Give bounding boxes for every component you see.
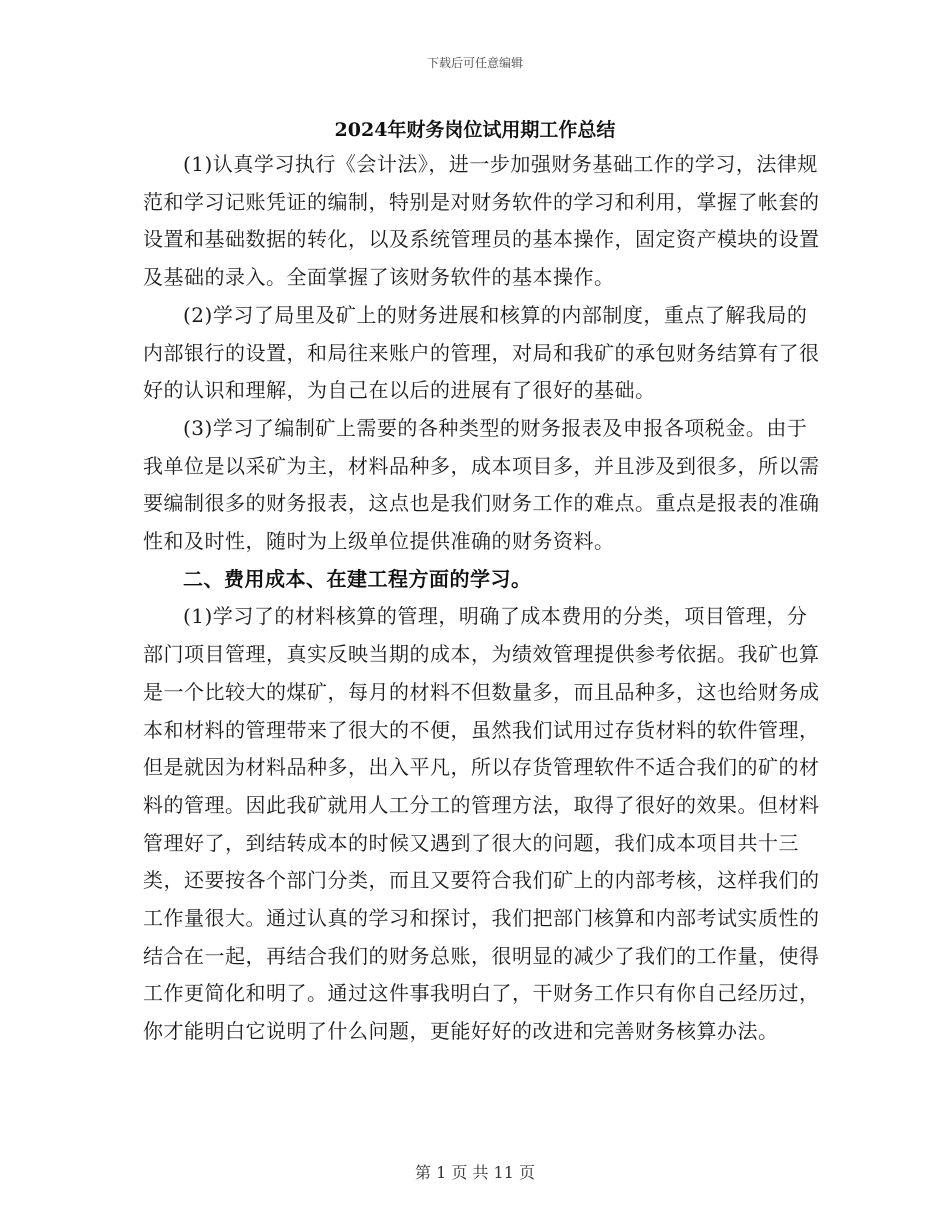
document-body (143, 146, 823, 1051)
paragraph-3: (3)学习了编制矿上需要的各种类型的财务报表及申报各项税金。由于我单位是以采矿为主，材料品种多，成本项目多，并且涉及到很多，所以需要编制很多的财务报表，这点也是我们财务工作的难点。重点是报表的准确性和及时性，随时为上级单位提供准确的财务资料。 (143, 415, 820, 554)
document-title: 2024年财务岗位试用期工作总结 (334, 119, 616, 141)
paragraph-2: (2)学习了局里及矿上的财务进展和核算的内部制度，重点了解我局的内部银行的设置，和局往来账户的管理，对局和我矿的承包财务结算有了很好的认识和理解，为自己在以后的进展有了很好的基础。 (143, 302, 820, 403)
paragraph-1: (1)认真学习执行《会计法》，进一步加强财务基础工作的学习，法律规范和学习记账凭证的编制，特别是对财务软件的学习和利用，掌握了帐套的设置和基础数据的转化，以及系统管理员的基本操作，固定资产模块的设置及基础的录入。全面掌握了该财务软件的基本操作。 (143, 152, 820, 290)
section-heading: 二、费用成本、在建工程方面的学习。 (183, 566, 532, 591)
page-number: 第 1 页 共 11 页 (415, 1163, 535, 1182)
paragraph-4: (1)学习了的材料核算的管理，明确了成本费用的分类，项目管理，分部门项目管理，真实反映当期的成本，为绩效管理提供参考依据。我矿也算是一个比较大的煤矿，每月的材料不但数量多，而且品种多，这也给财务成本和材料的管理带来了很大的不便，虽然我们试用过存货材料的软件管理，但是就因为材料品种多，出入平凡，所以存货管理软件不适合我们的矿的材料的管理。因此我矿就用人工分工的管理方法，取得了很好的效果。但材料管理好了，到结转成本的时候又遇到了很大的问题，我们成本项目共十三类，还要按各个部门分类，而且又要符合我们矿上的内部考核，这样我们的工作量很大。通过认真的学习和探讨，我们把部门核算和内部考试实质性的结合在一起，再结合我们的财务总账，很明显的减少了我们的工作量，使得工作更简化和明了。通过这件事我明白了，干财务工作只有你自己经历过，你才能明白它说明了什么问题，更能好好的改进和完善财务核算办法。 (143, 604, 820, 1044)
page-header-note: 下载后可任意编辑 (426, 56, 523, 70)
